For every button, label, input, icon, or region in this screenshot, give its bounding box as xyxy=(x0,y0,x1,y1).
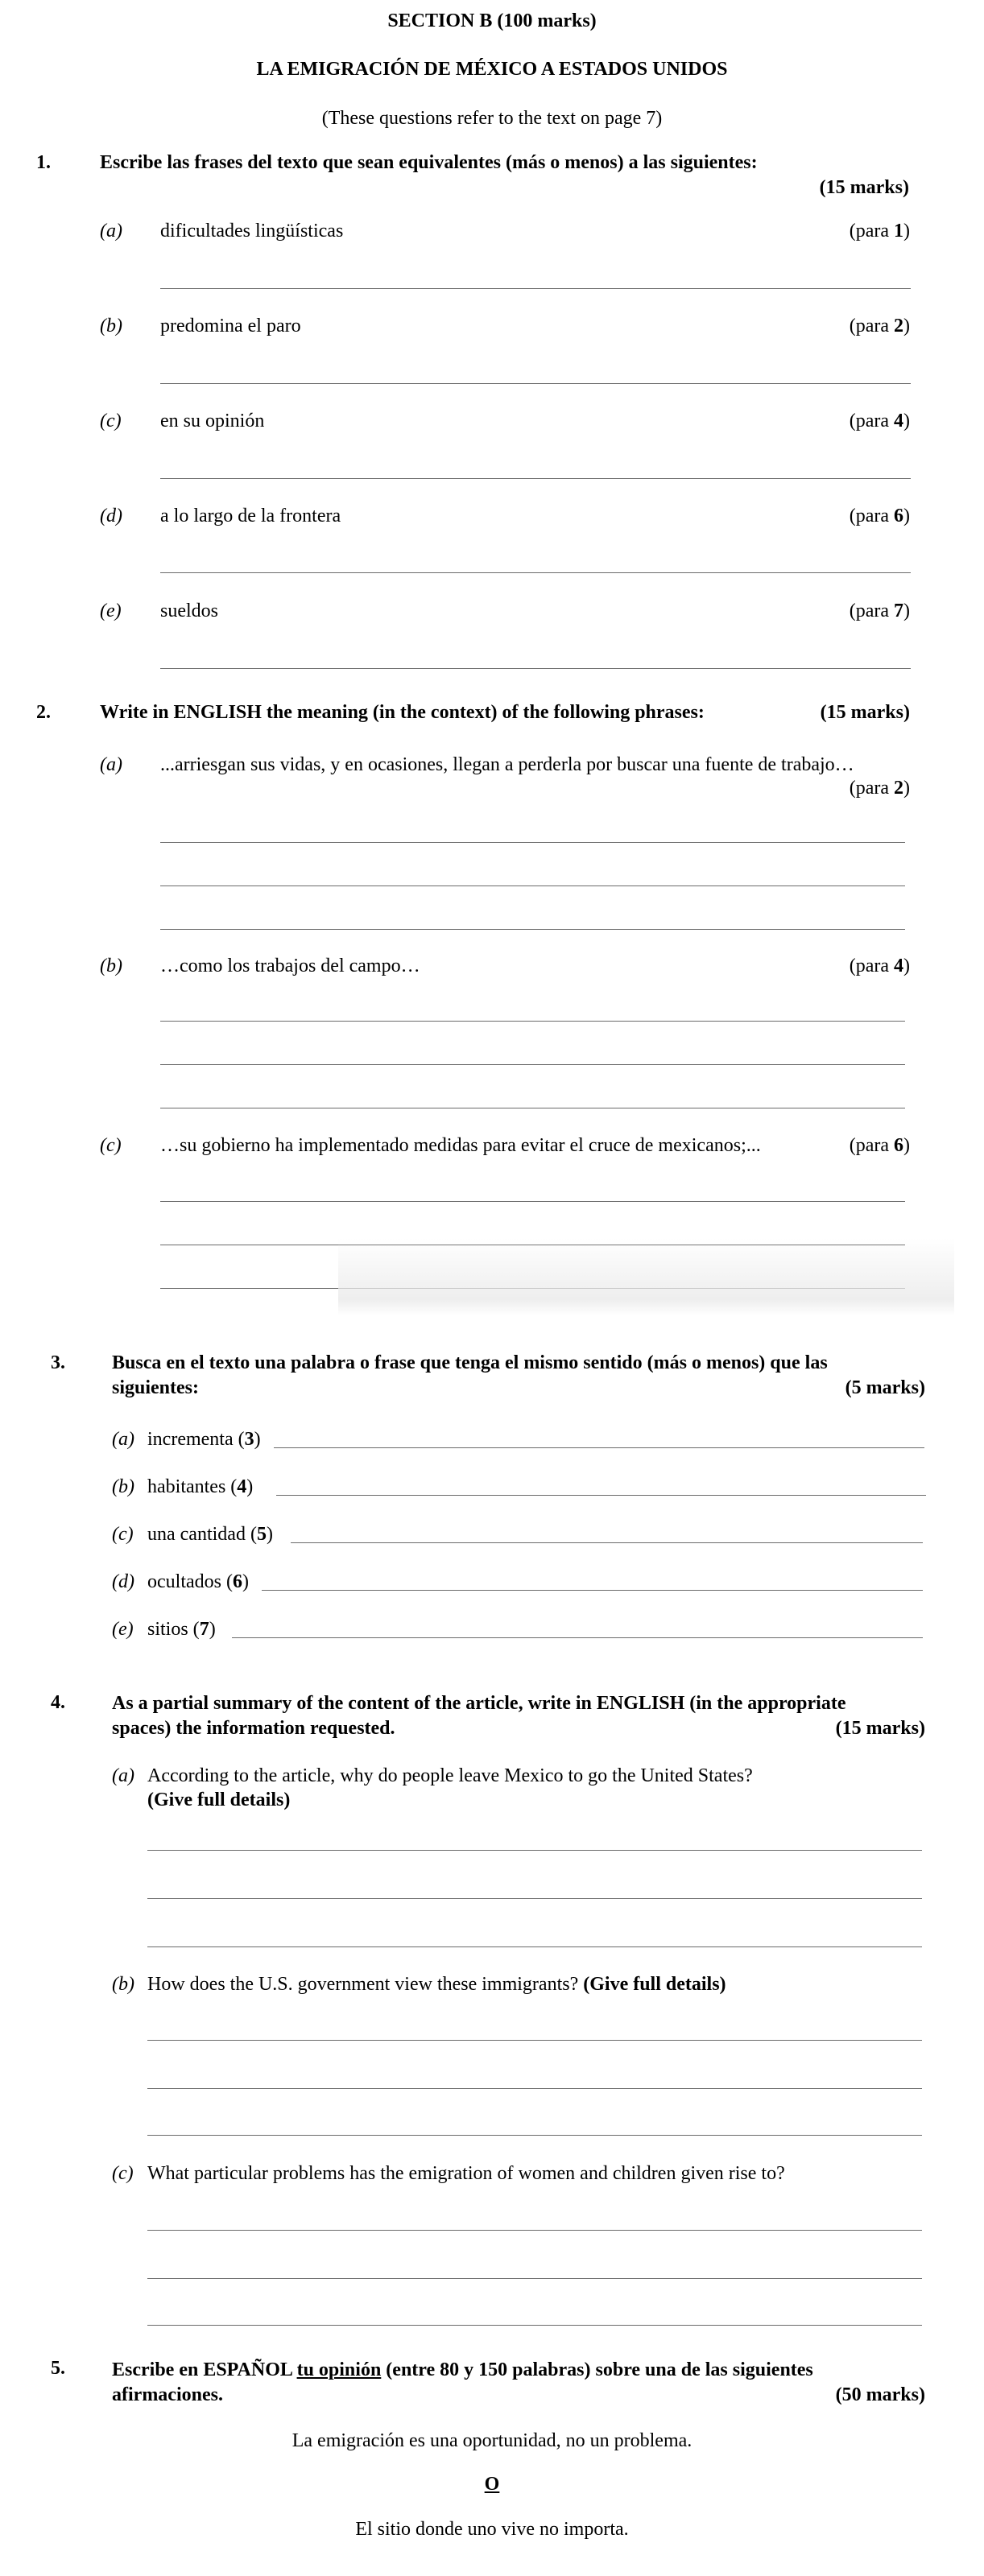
or-separator: O xyxy=(484,2474,500,2495)
question-4-prompt-line2: spaces) the information requested. xyxy=(112,1718,395,1739)
item-letter: (a) xyxy=(112,1429,134,1450)
question-3-prompt-line1: Busca en el texto una palabra o frase que tenga el mismo sentido (más o menos) que las xyxy=(112,1352,828,1373)
answer-line[interactable] xyxy=(160,1064,905,1065)
item-letter: (e) xyxy=(112,1619,134,1640)
item-text: How does the U.S. government view these immigrants? (Give full details) xyxy=(147,1974,726,1995)
item-letter: (c) xyxy=(100,411,122,431)
answer-line[interactable] xyxy=(160,478,911,479)
paragraph-reference: (para 6) xyxy=(849,506,910,526)
page-title: LA EMIGRACIÓN DE MÉXICO A ESTADOS UNIDOS xyxy=(256,59,728,80)
answer-line[interactable] xyxy=(274,1447,924,1448)
item-text: dificultades lingüísticas xyxy=(160,221,344,242)
item-letter: (b) xyxy=(100,316,122,336)
question-2-prompt: Write in ENGLISH the meaning (in the context) of the following phrases: xyxy=(100,702,705,723)
answer-line[interactable] xyxy=(160,383,911,384)
answer-line[interactable] xyxy=(160,668,911,669)
paragraph-reference: (para 2) xyxy=(849,316,910,336)
item-letter: (a) xyxy=(100,221,122,242)
item-letter: (b) xyxy=(112,1476,134,1497)
scan-shadow xyxy=(338,1238,954,1315)
item-text: una cantidad (5) xyxy=(147,1524,273,1545)
item-text: sitios (7) xyxy=(147,1619,216,1640)
question-4-number: 4. xyxy=(51,1692,65,1713)
item-text: ...arriesgan sus vidas, y en ocasiones, llegan a perderla por buscar una fuente de trabajo… xyxy=(160,754,854,775)
answer-line[interactable] xyxy=(160,1201,905,1202)
question-3-number: 3. xyxy=(51,1352,65,1373)
question-1-prompt: Escribe las frases del texto que sean equivalentes (más o menos) a las siguientes: xyxy=(100,152,758,173)
section-heading: SECTION B (100 marks) xyxy=(387,10,597,31)
statement-2: El sitio donde uno vive no importa. xyxy=(355,2519,629,2540)
question-4-prompt-line1: As a partial summary of the content of the article, write in ENGLISH (in the appropriate xyxy=(112,1693,846,1714)
item-letter: (b) xyxy=(112,1974,134,1995)
answer-line[interactable] xyxy=(147,2278,922,2279)
item-text: ocultados (6) xyxy=(147,1571,249,1592)
item-letter: (a) xyxy=(112,1765,134,1786)
question-5-number: 5. xyxy=(51,2358,65,2379)
question-5-marks: (50 marks) xyxy=(835,2384,925,2405)
paragraph-reference: (para 7) xyxy=(849,601,910,621)
item-instruction: (Give full details) xyxy=(147,1790,291,1810)
question-3-marks: (5 marks) xyxy=(845,1377,925,1398)
answer-line[interactable] xyxy=(147,1850,922,1851)
paragraph-reference: (para 2) xyxy=(849,778,910,799)
question-3-prompt-line2: siguientes: xyxy=(112,1377,199,1398)
answer-line[interactable] xyxy=(147,1898,922,1899)
answer-line[interactable] xyxy=(262,1590,923,1591)
item-letter: (d) xyxy=(100,506,122,526)
answer-line[interactable] xyxy=(160,572,911,573)
paragraph-reference: (para 4) xyxy=(849,411,910,431)
item-letter: (c) xyxy=(112,1524,134,1545)
answer-line[interactable] xyxy=(160,1288,905,1289)
statement-1: La emigración es una oportunidad, no un problema. xyxy=(291,2430,693,2451)
paragraph-reference: (para 6) xyxy=(849,1135,910,1156)
paragraph-reference: (para 1) xyxy=(849,221,910,242)
item-text: sueldos xyxy=(160,601,218,621)
answer-line[interactable] xyxy=(147,2325,922,2326)
question-1-marks: (15 marks) xyxy=(819,177,909,198)
answer-line[interactable] xyxy=(291,1542,923,1543)
answer-line[interactable] xyxy=(160,929,905,930)
answer-line[interactable] xyxy=(160,1021,905,1022)
item-text: incrementa (3) xyxy=(147,1429,261,1450)
paragraph-reference: (para 4) xyxy=(849,956,910,976)
question-5-prompt-line1: Escribe en ESPAÑOL tu opinión (entre 80 y 150 palabras) sobre una de las siguientes xyxy=(112,2359,813,2380)
item-letter: (c) xyxy=(100,1135,122,1156)
item-letter: (c) xyxy=(112,2163,134,2184)
answer-line[interactable] xyxy=(276,1495,926,1496)
answer-line[interactable] xyxy=(147,2135,922,2136)
answer-line[interactable] xyxy=(232,1637,923,1638)
item-letter: (e) xyxy=(100,601,122,621)
answer-line[interactable] xyxy=(147,1946,922,1947)
item-text: According to the article, why do people leave Mexico to go the United States? xyxy=(147,1765,753,1786)
item-text: en su opinión xyxy=(160,411,265,431)
answer-line[interactable] xyxy=(160,288,911,289)
item-letter: (a) xyxy=(100,754,122,775)
item-text: What particular problems has the emigration of women and children given rise to? xyxy=(147,2163,785,2184)
question-4-marks: (15 marks) xyxy=(835,1718,925,1739)
item-text: a lo largo de la frontera xyxy=(160,506,341,526)
page-note: (These questions refer to the text on page 7) xyxy=(321,108,663,129)
question-1-number: 1. xyxy=(36,152,51,173)
item-text: predomina el paro xyxy=(160,316,301,336)
answer-line[interactable] xyxy=(147,2040,922,2041)
question-2-marks: (15 marks) xyxy=(820,702,910,723)
answer-line[interactable] xyxy=(147,2088,922,2089)
item-text: …como los trabajos del campo… xyxy=(160,956,420,976)
item-letter: (b) xyxy=(100,956,122,976)
item-letter: (d) xyxy=(112,1571,134,1592)
question-5-prompt-line2: afirmaciones. xyxy=(112,2384,223,2405)
answer-line[interactable] xyxy=(160,842,905,843)
answer-line[interactable] xyxy=(147,2230,922,2231)
item-text: habitantes (4) xyxy=(147,1476,254,1497)
question-2-number: 2. xyxy=(36,702,51,723)
item-text: …su gobierno ha implementado medidas para evitar el cruce de mexicanos;... xyxy=(160,1135,761,1156)
